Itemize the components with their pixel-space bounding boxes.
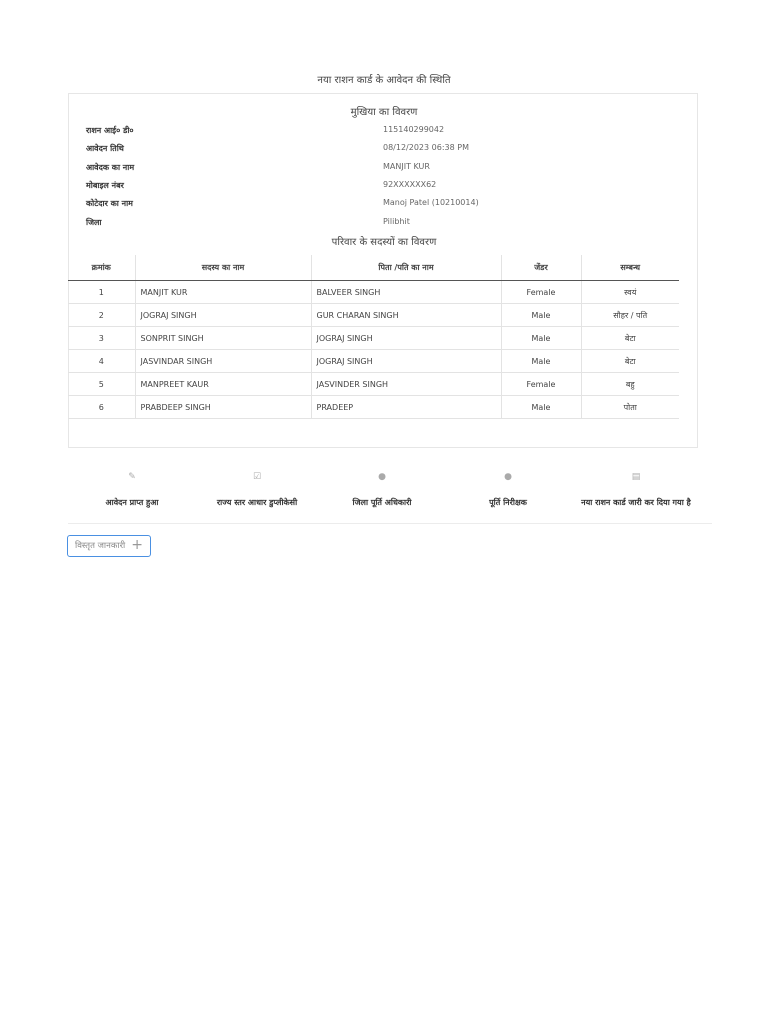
relation-cell: बहु: [581, 373, 679, 396]
serial-cell: 6: [68, 396, 135, 419]
serial-cell: 1: [68, 281, 135, 304]
checkbox-icon: ☑: [252, 472, 262, 482]
member-name-cell: JASVINDAR SINGH: [135, 350, 311, 373]
user-icon: ●: [378, 472, 386, 482]
info-row-dealer: [0, 198, 768, 216]
info-row-district: [0, 217, 768, 235]
gender-cell: Male: [501, 327, 581, 350]
member-name-cell: JOGRAJ SINGH: [135, 304, 311, 327]
relation-cell: बेटा: [581, 327, 679, 350]
info-row-applicant-name: [0, 162, 768, 180]
table-row: [68, 350, 679, 373]
step-district-supply-officer: [318, 468, 446, 508]
table-row: [68, 327, 679, 350]
info-value: MANJIT KUR: [383, 162, 430, 171]
gender-cell: Male: [501, 350, 581, 373]
column-header-gender: जेंडर: [501, 255, 581, 281]
father-name-cell: JASVINDER SINGH: [311, 373, 501, 396]
application-progress-steps: [68, 468, 712, 524]
gender-cell: Male: [501, 304, 581, 327]
step-supply-inspector: [444, 468, 572, 508]
info-row-ration-id: [0, 125, 768, 143]
family-section-title: परिवार के सदस्यों का विवरण: [331, 237, 437, 248]
serial-cell: 4: [68, 350, 135, 373]
info-value: 08/12/2023 06:38 PM: [383, 143, 469, 152]
relation-cell: सौहर / पति: [581, 304, 679, 327]
member-name-cell: MANJIT KUR: [135, 281, 311, 304]
table-row: [68, 396, 679, 419]
father-name-cell: PRADEEP: [311, 396, 501, 419]
gender-cell: Female: [501, 281, 581, 304]
step-label: आवेदन प्राप्त हुआ: [105, 498, 159, 507]
father-name-cell: BALVEER SINGH: [311, 281, 501, 304]
member-name-cell: MANPREET KAUR: [135, 373, 311, 396]
serial-cell: 5: [68, 373, 135, 396]
info-row-mobile: [0, 180, 768, 198]
column-header-relation: सम्बन्ध: [581, 255, 679, 281]
step-card-issued: [571, 468, 701, 508]
father-name-cell: GUR CHARAN SINGH: [311, 304, 501, 327]
plus-icon: +: [131, 537, 143, 553]
relation-cell: पोता: [581, 396, 679, 419]
info-value: Manoj Patel (10210014): [383, 198, 479, 207]
father-name-cell: JOGRAJ SINGH: [311, 327, 501, 350]
step-label: राज्य स्तर आधार डुप्लीकेसी: [216, 498, 298, 507]
serial-cell: 3: [68, 327, 135, 350]
member-name-cell: PRABDEEP SINGH: [135, 396, 311, 419]
info-value: 92XXXXXX62: [383, 180, 437, 189]
info-label: राशन आई० डी०: [86, 126, 134, 135]
info-label: आवेदक का नाम: [86, 163, 135, 172]
relation-cell: बेटा: [581, 350, 679, 373]
father-name-cell: JOGRAJ SINGH: [311, 350, 501, 373]
gender-cell: Female: [501, 373, 581, 396]
more-details-label: विस्तृत जानकारी: [75, 541, 126, 551]
column-header-member-name: सदस्य का नाम: [135, 255, 311, 281]
info-label: आवेदन तिथि: [86, 144, 124, 153]
info-row-application-date: [0, 143, 768, 161]
relation-cell: स्वयं: [581, 281, 679, 304]
step-label: पूर्ति निरीक्षक: [489, 498, 527, 507]
gender-cell: Male: [501, 396, 581, 419]
table-header-row: [68, 255, 679, 281]
step-aadhaar-duplicacy: [193, 468, 321, 508]
step-label: जिला पूर्ति अधिकारी: [352, 498, 412, 507]
info-value: Pilibhit: [383, 217, 410, 226]
table-row: [68, 281, 679, 304]
card-icon: ▤: [631, 472, 641, 482]
page-title: नया राशन कार्ड के आवेदन की स्थिति: [317, 75, 451, 86]
info-label: कोटेदार का नाम: [86, 199, 133, 208]
family-members-table: [68, 255, 679, 419]
info-label: जिला: [86, 218, 102, 227]
table-row: [68, 304, 679, 327]
pencil-icon: ✎: [128, 472, 136, 482]
member-name-cell: SONPRIT SINGH: [135, 327, 311, 350]
head-section-title: मुखिया का विवरण: [350, 107, 418, 118]
column-header-serial: क्रमांक: [68, 255, 135, 281]
table-row: [68, 373, 679, 396]
serial-cell: 2: [68, 304, 135, 327]
more-details-button[interactable]: [67, 535, 151, 557]
info-value: 115140299042: [383, 125, 445, 134]
column-header-father-husband-name: पिता /पति का नाम: [311, 255, 501, 281]
step-label: नया राशन कार्ड जारी कर दिया गया है: [581, 498, 691, 507]
user-icon: ●: [504, 472, 512, 482]
step-application-received: [68, 468, 196, 508]
info-label: मोबाइल नंबर: [86, 181, 124, 190]
